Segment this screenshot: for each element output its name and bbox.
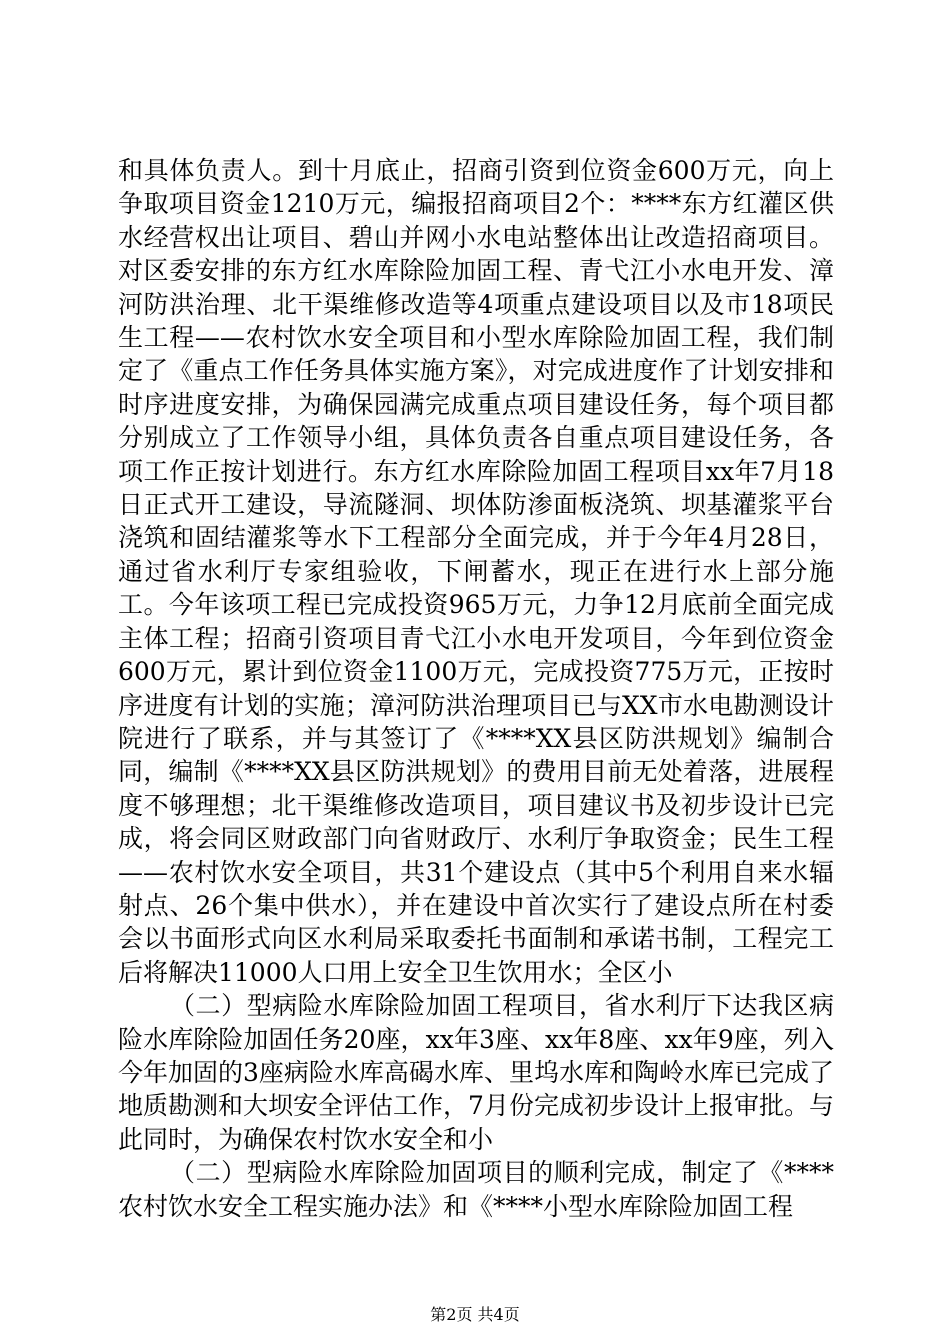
- page-footer: 第2页 共4页: [430, 1305, 520, 1324]
- paragraph-continued: 和具体负责人。到十月底止，招商引资到位资金600万元，向上争取项目资金1210万元，编报招商项目2个：****东方红灌区供水经营权出让项目、碧山并网小水电站整体出让改造招商项目。对区委安排的东方红水库除险加固工程、青弋江小水电开发、漳河防洪治理、北干渠维修改造等4项重点建设项目以及市18项民生工程——农村饮水安全项目和小型水库除险加固工程，我们制定了《重点工作任务具体实施方案》，对完成进度作了计划安排和时序进度安排，为确保园满完成重点项目建设任务，每个项目都分别成立了工作领导小组，具体负责各自重点项目建设任务，各项工作正按计划进行。东方红水库除险加固工程项目xx年7月18日正式开工建设，导流隧洞、坝体防渗面板浇筑、坝基灌浆平台浇筑和固结灌浆等水下工程部分全面完成，并于今年4月28日，通过省水利厅专家组验收，下闸蓄水，现正在进行水上部分施工。今年该项工程已完成投资965万元，力争12月底前全面完成主体工程；招商引资项目青弋江小水电开发项目，今年到位资金600万元，累计到位资金1100万元，完成投资775万元，正按时序进度有计划的实施；漳河防洪治理项目已与XX市水电勘测设计院进行了联系，并与其签订了《****XX县区防洪规划》编制合同，编制《****XX县区防洪规划》的费用目前无处着落，进展程度不够理想；北干渠维修改造项目，项目建议书及初步设计已完成，将会同区财政部门向省财政厅、水利厅争取资金；民生工程——农村饮水安全项目，共31个建设点（其中5个利用自来水辐射点、26个集中供水），并在建设中首次实行了建设点所在村委会以书面形式向区水利局采取委托书面制和承诺书制，工程完工后将解决11000人口用上安全卫生饮用水；全区小: [118, 156, 834, 987]
- paragraph-section-two-continued: （二）型病险水库除险加固项目的顺利完成，制定了《****农村饮水安全工程实施办法》和《****小型水库除险加固工程: [118, 1158, 834, 1221]
- paragraph-section-two: （二）型病险水库除险加固工程项目，省水利厅下达我区病险水库除险加固任务20座，xx年3座、xx年8座、xx年9座，列入今年加固的3座病险水库高碣水库、里坞水库和陶岭水库已完成了地质勘测和大坝安全评估工作，7月份完成初步设计上报审批。与此同时，为确保农村饮水安全和小: [118, 991, 834, 1154]
- document-body: [118, 154, 834, 1223]
